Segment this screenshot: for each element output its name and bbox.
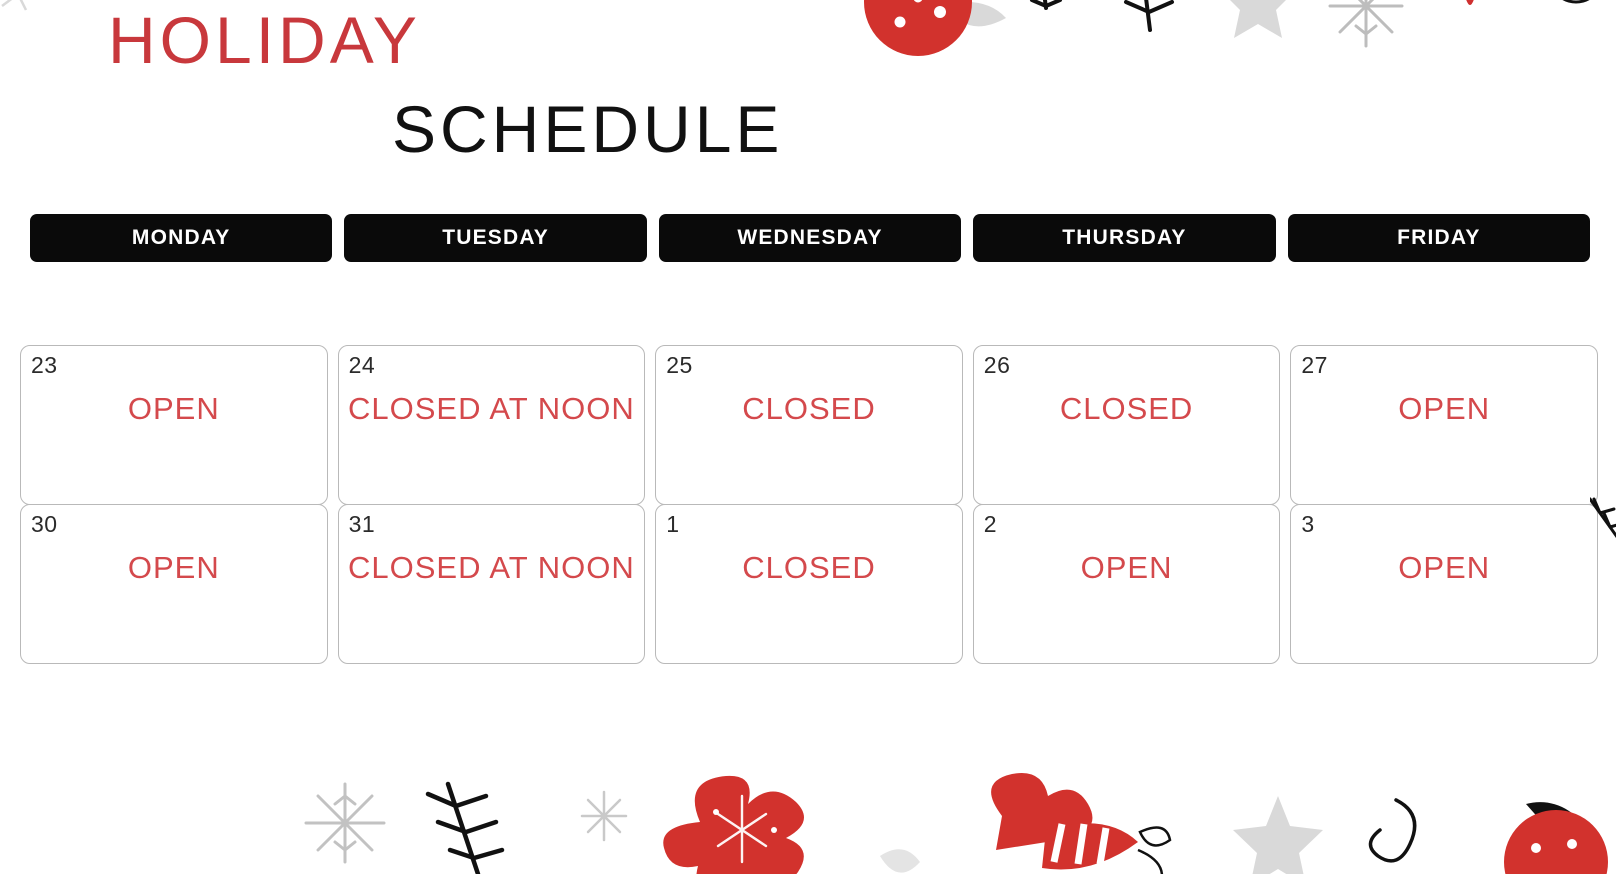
calendar-week-row <box>20 345 1598 505</box>
calendar-cell-status: CLOSED <box>742 550 876 585</box>
calendar-cell <box>973 345 1281 505</box>
red-ornament-ball-icon <box>1504 802 1608 874</box>
gray-snowflake-small-icon <box>582 792 626 840</box>
calendar-cell-status: CLOSED <box>742 391 876 426</box>
red-string-light-icon <box>1462 0 1478 5</box>
weekday-chip-thursday: THURSDAY <box>973 214 1275 262</box>
calendar-cell <box>20 345 328 505</box>
weekday-header-row <box>30 214 1590 262</box>
calendar-cell <box>338 345 646 505</box>
calendar-cell-date: 1 <box>666 511 680 537</box>
black-pine-branch-icon <box>428 784 502 874</box>
red-poinsettia-icon <box>663 776 804 874</box>
calendar-cell-status: OPEN <box>1398 391 1491 426</box>
calendar-cell <box>655 504 963 664</box>
calendar-cell <box>655 345 963 505</box>
black-pine-branch-icon <box>1026 0 1176 30</box>
calendar-cell-date: 23 <box>31 352 58 378</box>
title-line-schedule: SCHEDULE <box>392 91 784 166</box>
calendar-cell-status: OPEN <box>1080 550 1173 585</box>
calendar-cell-status: OPEN <box>127 550 220 585</box>
weekday-chip-wednesday: WEDNESDAY <box>659 214 961 262</box>
calendar-cell-status: CLOSED AT NOON <box>348 550 635 585</box>
calendar-cell-date: 3 <box>1301 511 1315 537</box>
gray-snowflake-icon <box>1330 0 1402 46</box>
black-circle-outline-icon <box>1550 0 1602 2</box>
gray-star-icon <box>1220 0 1296 38</box>
calendar-week-row <box>20 504 1598 664</box>
weekday-chip-monday: MONDAY <box>30 214 332 262</box>
gray-snowflake-icon <box>306 784 384 862</box>
calendar-cell <box>20 504 328 664</box>
calendar-cell-status: CLOSED <box>1059 391 1194 426</box>
calendar-cell-status: OPEN <box>1398 550 1491 585</box>
calendar-cell-date: 26 <box>983 352 1011 378</box>
calendar-cell <box>1290 504 1598 664</box>
calendar-grid <box>20 345 1598 663</box>
weekday-chip-tuesday: TUESDAY <box>344 214 646 262</box>
red-candy-wrapper-icon <box>991 773 1170 874</box>
calendar-cell-date: 24 <box>348 352 376 378</box>
title-line-holiday: HOLIDAY <box>108 3 421 77</box>
calendar-cell-date: 2 <box>983 511 998 537</box>
weekday-chip-friday: FRIDAY <box>1288 214 1590 262</box>
black-swirl-icon <box>1370 800 1414 861</box>
calendar-cell <box>1290 345 1598 505</box>
gray-star-icon <box>880 849 920 872</box>
calendar-cell-date: 25 <box>666 352 693 378</box>
calendar-cell-status: CLOSED AT NOON <box>348 391 635 426</box>
calendar-cell-date: 30 <box>31 511 58 537</box>
calendar-cell <box>338 504 646 664</box>
page-title <box>0 0 960 165</box>
bottom-decorations <box>0 770 1616 874</box>
calendar-cell-date: 31 <box>348 511 376 537</box>
calendar-cell <box>973 504 1281 664</box>
calendar-cell-status: OPEN <box>127 391 220 426</box>
calendar-cell-date: 27 <box>1301 352 1328 378</box>
gray-star-icon <box>1233 796 1323 874</box>
